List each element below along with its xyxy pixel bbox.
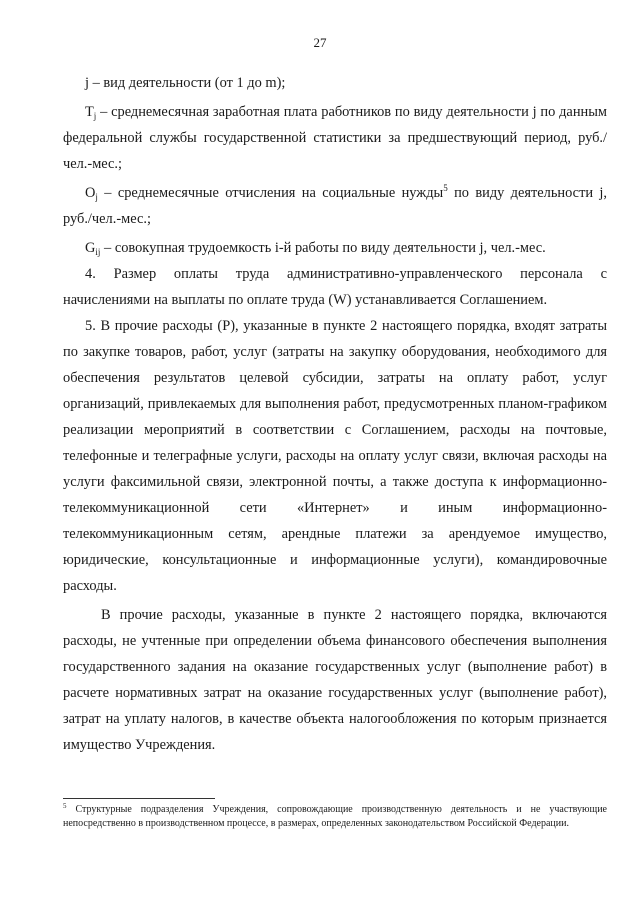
definition-t-text: – среднемесячная заработная плата работников по виду деятельности j по данным федеральной службы государственной статистики за предшествующий период, руб./чел.-мес.; xyxy=(63,104,607,172)
definition-g xyxy=(63,235,607,261)
definition-o-text: – среднемесячные отчисления на социальные нужды xyxy=(97,185,444,201)
symbol-g-subscript: ij xyxy=(95,247,101,257)
symbol-t-subscript: j xyxy=(93,111,97,121)
definition-o-text-cont: по виду деятельности j, руб./чел.-мес.; xyxy=(63,185,608,227)
definition-t xyxy=(63,99,607,177)
paragraph-6: В прочие расходы, указанные в пункте 2 настоящего порядка, включаются расходы, не учтенные при определении объема финансового обеспечения выполнения государственного задания на оказание государственных услуг (выполнение работ) в расчете нормативных затрат на оказание государственных услуг (выполнение работ), затрат на уплату налогов, в качестве объекта налогообложения по которым признается имущество Учреждения. xyxy=(63,607,607,753)
definition-j-text: – вид деятельности (от 1 до m); xyxy=(89,75,286,91)
paragraph-5: 5. В прочие расходы (P), указанные в пункте 2 настоящего порядка, входят затраты по закупке товаров, работ, услуг (затраты на закупку оборудования, необходимого для обеспечения результатов целевой субсидии, затраты на оплату работ, услуг организаций, привлекаемых для выполнения работ, предусмотренных планом-графиком реализации мероприятий в соответствии с Соглашением, расходы на почтовые, телефонные и телеграфные услуги, расходы на оплату услуг связи, включая расходы на услуги факсимильной связи, электронной почты, а также доступа к информационно-телекоммуникационной сети «Интернет» и иным информационно-телекоммуникационным сетям, арендные платежи за арендуемое имущество, юридические, консультационные и информационные услуги), командировочные расходы. xyxy=(63,318,607,594)
footnote xyxy=(63,803,607,831)
definition-j xyxy=(63,70,607,96)
definition-g-text: – совокупная трудоемкость i-й работы по виду деятельности j, чел.-мес. xyxy=(100,240,546,256)
symbol-o: O xyxy=(85,185,96,201)
footnote-number: 5 xyxy=(63,802,67,810)
paragraph-4: 4. Размер оплаты труда административно-управленческого персонала с начислениями на выплаты по оплате труда (W) устанавливается Соглашением. xyxy=(63,266,607,308)
symbol-j: j xyxy=(85,75,89,91)
footnote-reference[interactable]: 5 xyxy=(443,183,448,193)
document-body xyxy=(63,70,607,758)
symbol-g: G xyxy=(85,240,96,256)
symbol-o-subscript: j xyxy=(95,192,98,202)
symbol-t: T xyxy=(85,104,94,120)
footnote-divider xyxy=(63,798,215,799)
page-number: 27 xyxy=(313,35,327,50)
footnote-text: Структурные подразделения Учреждения, сопровождающие производственную деятельность и не участвующие непосредственно в производственном процессе, в размерах, определенных законодательством Российской Федерации. xyxy=(63,804,607,829)
definition-o xyxy=(63,180,607,232)
